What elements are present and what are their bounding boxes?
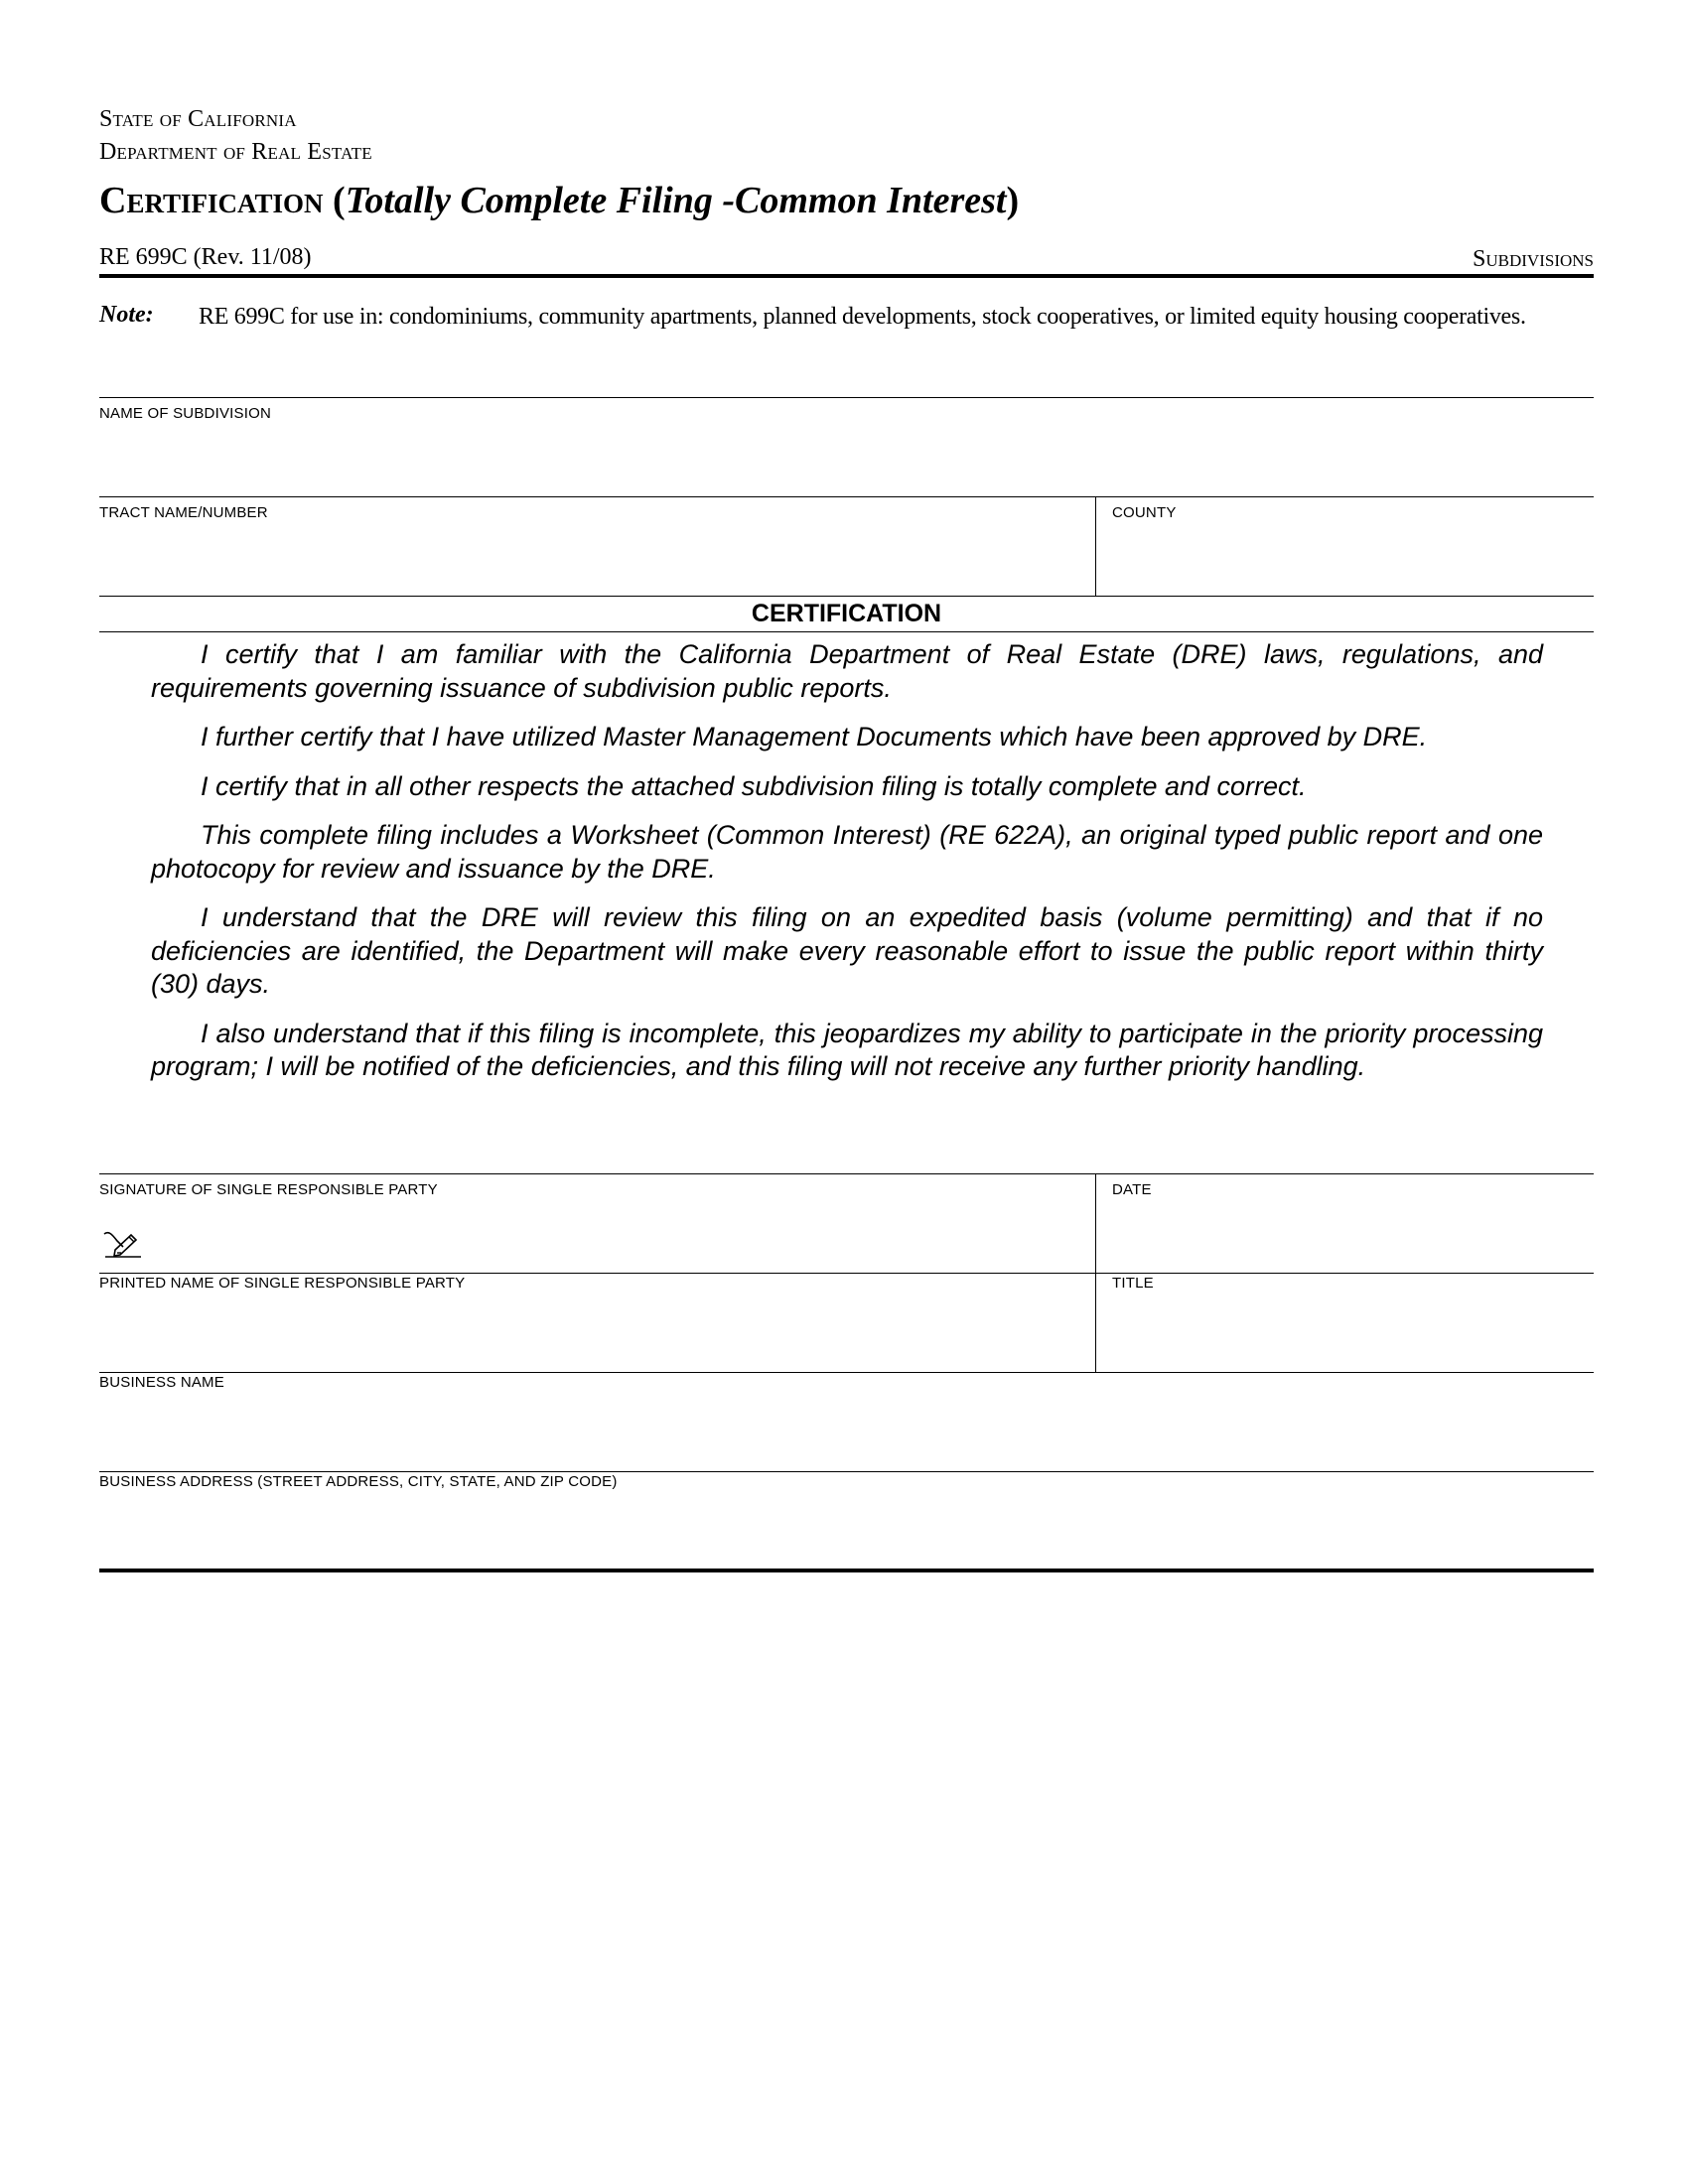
certification-paragraph: I understand that the DRE will review this filing on an expedited basis (volume permitting) and that if no deficiencies are identified, the Department will make every reasonable effort to issue the public report within thirty (30) days. [151,902,1543,999]
footer-divider [99,1569,1594,1572]
divider [99,496,1594,497]
business-address-label: BUSINESS ADDRESS (STREET ADDRESS, CITY, STATE, AND ZIP CODE) [99,1473,618,1490]
certification-paragraph: This complete filing includes a Worksheet (Common Interest) (RE 622A), an original typed public report and one photocopy for review and issuance by the DRE. [151,820,1543,884]
page-title [99,179,1019,222]
pen-sign-icon [101,1227,145,1261]
business-name-field[interactable] [99,1396,1594,1469]
printed-name-label: PRINTED NAME OF SINGLE RESPONSIBLE PARTY [99,1275,466,1292]
signature-label: SIGNATURE OF SINGLE RESPONSIBLE PARTY [99,1181,438,1198]
title-field[interactable] [1098,1297,1594,1370]
note-text: RE 699C for use in: condominiums, community apartments, planned developments, stock cooperatives, or limited equity housing cooperatives. [199,304,1526,330]
title-label: TITLE [1112,1275,1154,1292]
divider [99,596,1594,597]
title-prefix: Certification ( [99,180,346,221]
certification-heading: CERTIFICATION [751,600,942,627]
name-of-subdivision-field[interactable] [99,427,1594,494]
tract-name-number-field[interactable] [99,526,1092,594]
certification-paragraph: I certify that I am familiar with the California Department of Real Estate (DRE) laws, regulations, and requirements governing issuance of subdivision public reports. [151,639,1543,703]
county-label: COUNTY [1112,504,1177,521]
note-label: Note: [99,302,154,328]
date-field[interactable] [1098,1203,1594,1271]
signature-field[interactable] [99,1203,1092,1271]
business-address-field[interactable] [99,1495,1594,1565]
header-divider [99,274,1594,278]
divider [99,631,1594,632]
department-name: Subdivisions [1473,246,1594,272]
certification-paragraph: I certify that in all other respects the attached subdivision filing is totally complete and correct. [201,770,1307,801]
agency-department: Department of Real Estate [99,139,372,165]
title-italic: Totally Complete Filing -Common Interest [345,180,1007,221]
divider [99,1273,1594,1274]
title-suffix: ) [1006,180,1020,221]
divider [99,1173,1594,1174]
name-of-subdivision-label: NAME OF SUBDIVISION [99,405,271,422]
divider [99,1471,1594,1472]
printed-name-field[interactable] [99,1297,1092,1370]
county-field[interactable] [1098,526,1594,594]
certification-paragraph: I also understand that if this filing is incomplete, this jeopardizes my ability to participate in the priority processing program; I will be notified of the deficiencies, and this filing will not receive any further priority handling. [151,1018,1543,1081]
certification-body [151,638,1543,1100]
agency-state: State of California [99,106,297,132]
column-divider [1095,496,1096,596]
divider [99,1372,1594,1373]
form-page [99,0,1594,2184]
tract-name-number-label: TRACT NAME/NUMBER [99,504,268,521]
agency-block [99,103,372,169]
business-name-label: BUSINESS NAME [99,1374,224,1391]
form-number: RE 699C (Rev. 11/08) [99,244,312,270]
divider [99,397,1594,398]
certification-paragraph: I further certify that I have utilized Master Management Documents which have been approved by DRE. [201,722,1428,751]
date-label: DATE [1112,1181,1152,1198]
